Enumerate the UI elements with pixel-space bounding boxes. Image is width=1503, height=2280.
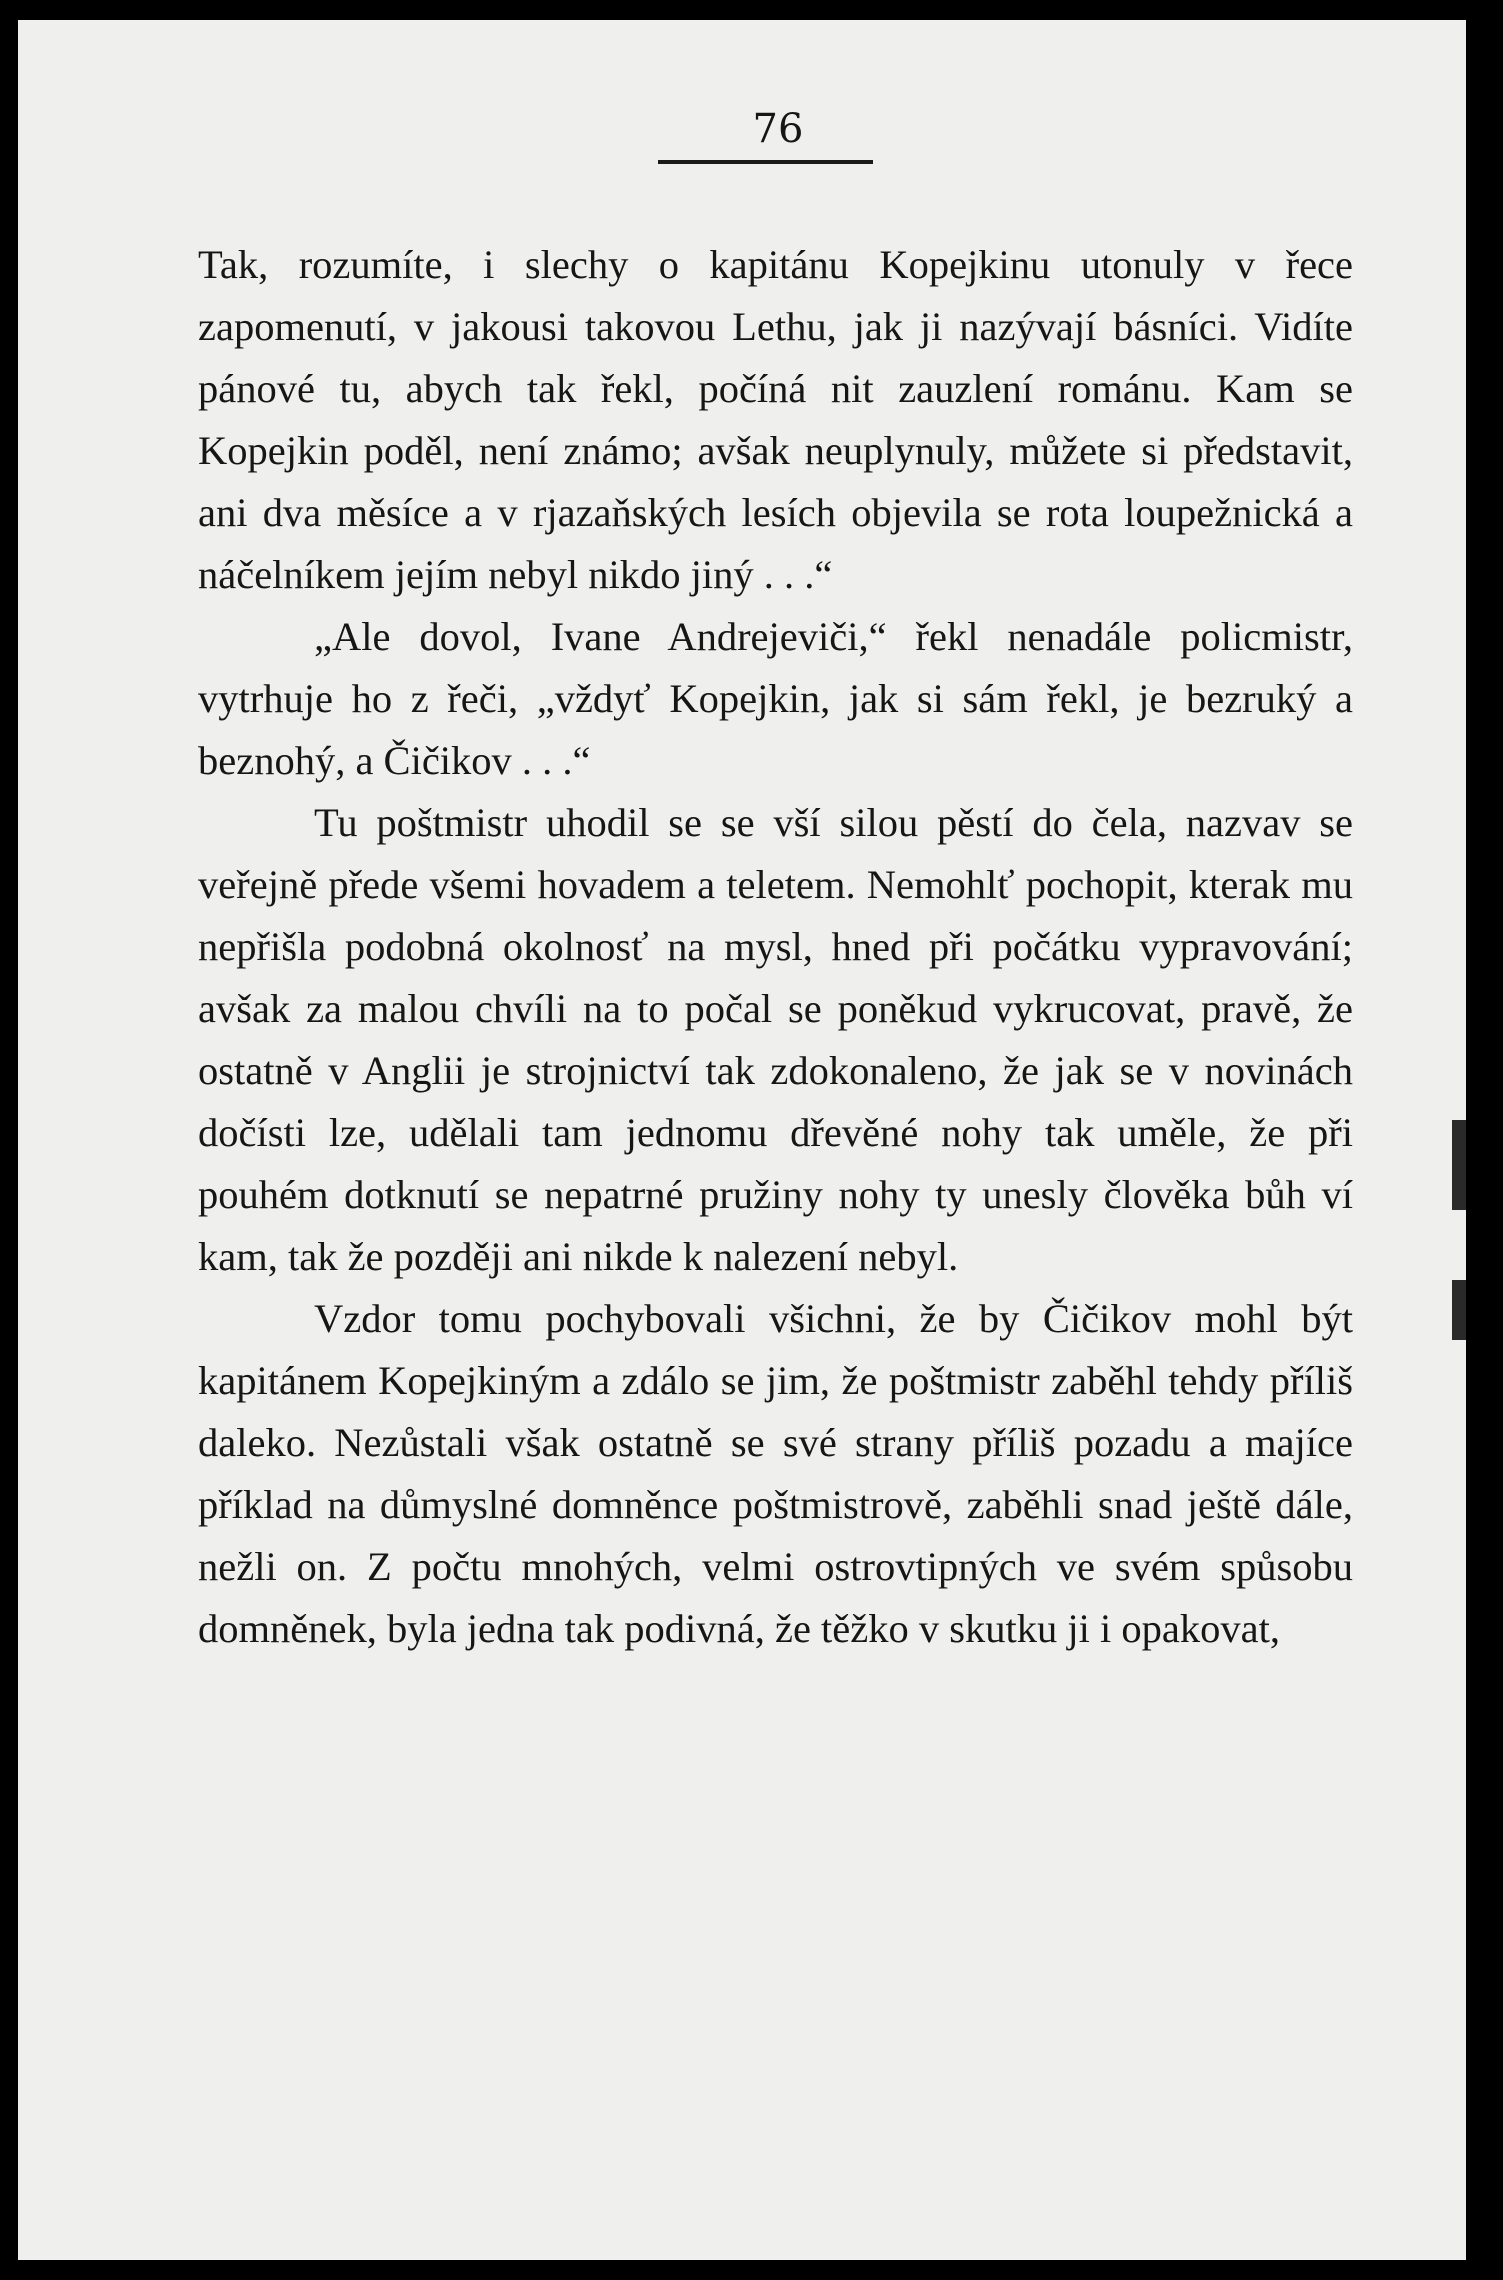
scan-edge-mark: [1452, 1120, 1466, 1210]
header-rule: [658, 160, 873, 164]
paragraph-4: Vzdor tomu pochybovali všichni, že by Čičikov mohl být kapitánem Kopejkiným a zdálo se jim, že poštmistr zaběhl tehdy příliš daleko. Nezůstali však ostatně se své strany příliš pozadu a majíce příklad na důmyslné domněnce poštmistrově, zaběhli snad ještě dále, nežli on. Z počtu mnohých, velmi ostrovtipných ve svém spůsobu domněnek, byla jedna tak podivná, že těžko v skutku ji i opakovat,: [198, 1296, 1353, 1651]
paragraph-3: Tu poštmistr uhodil se se vší silou pěstí do čela, nazvav se veřejně přede všemi hovadem a teletem. Nemohlť pochopit, kterak mu nepřišla podobná okolnosť na mysl, hned při počátku vypravování; avšak za malou chvíli na to počal se poněkud vykrucovat, pravě, že ostatně v Anglii je strojnictví tak zdokonaleno, že jak se v novinách dočísti lze, udělali tam jednomu dřevěné nohy tak uměle, že při pouhém dotknutí se nepatrné pružiny nohy ty unesly člověka bůh ví kam, tak že později ani nikde k nalezení nebyl.: [198, 800, 1353, 1279]
page-number: 76: [752, 106, 804, 152]
paragraph-1: Tak, rozumíte, i slechy o kapitánu Kopejkinu utonuly v řece zapomenutí, v jakousi takovou Lethu, jak ji nazývají básníci. Vidíte pánové tu, abych tak řekl, počíná nit zauzlení románu. Kam se Kopejkin poděl, není známo; avšak neuplynuly, můžete si představit, ani dva měsíce a v rjazaňských lesích objevila se rota loupežnická a náčelníkem jejím nebyl nikdo jiný . . .“: [198, 242, 1353, 597]
paragraph-2: „Ale dovol, Ivane Andrejeviči,“ řekl nenadále policmistr, vytrhuje ho z řeči, „vždyť Kopejkin, jak si sám řekl, je bezruký a beznohý, a Čičikov . . .“: [198, 614, 1353, 783]
body-text: [198, 234, 1353, 1660]
scan-edge-mark: [1452, 1280, 1466, 1340]
book-page: [18, 20, 1466, 2260]
